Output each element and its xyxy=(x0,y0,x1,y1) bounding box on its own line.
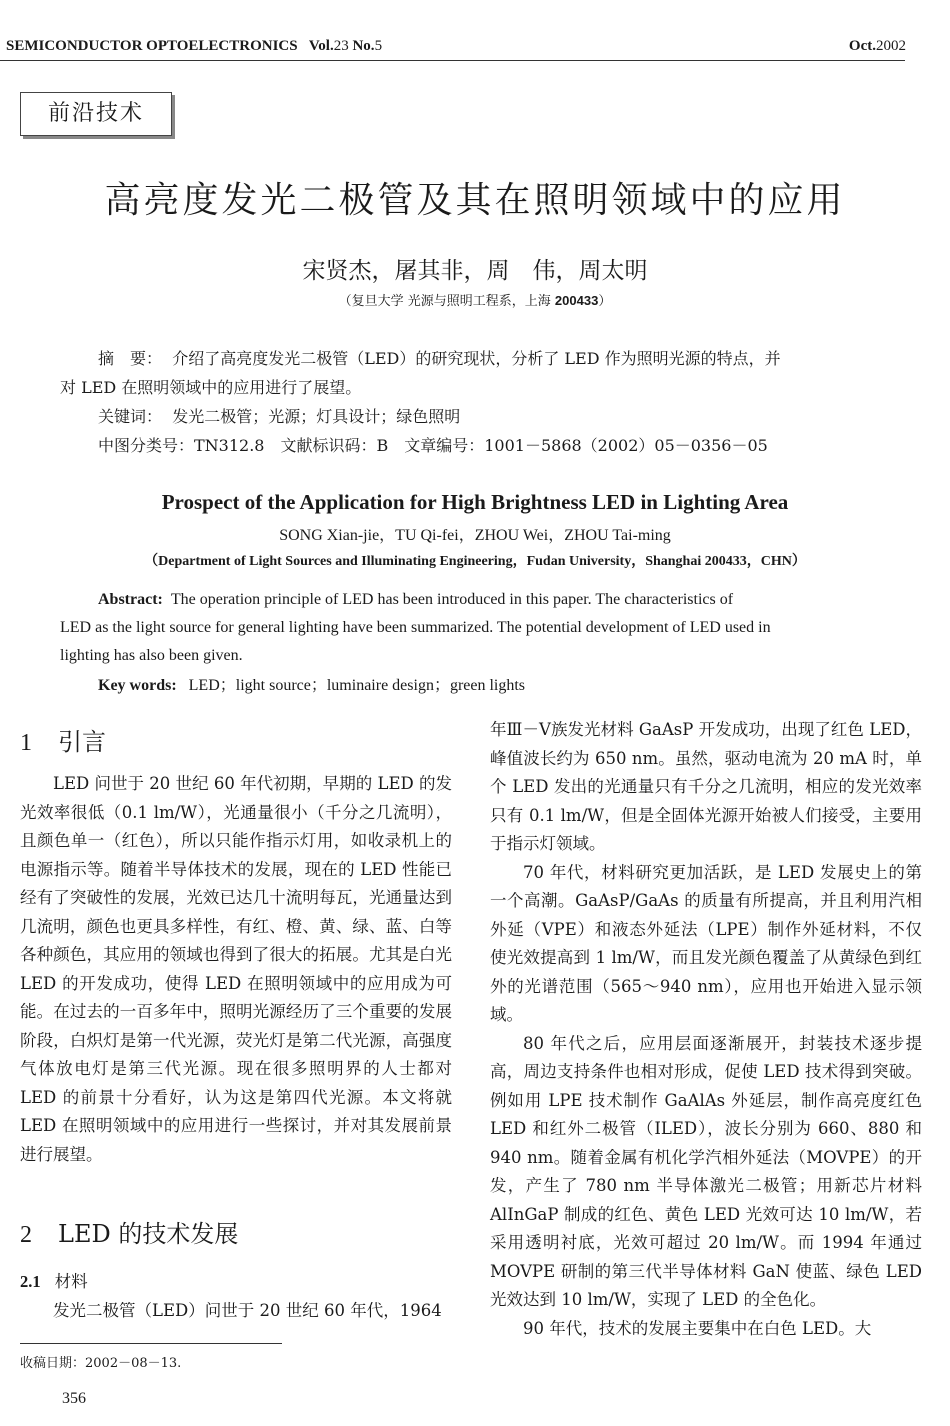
right-column-body xyxy=(490,716,922,1343)
affiliation-text: （复旦大学 光源与照明工程系，上海 xyxy=(338,294,555,309)
page-number: 356 xyxy=(62,1390,86,1407)
running-header-right xyxy=(849,38,906,55)
issue-year: 2002 xyxy=(876,38,906,54)
section-1-paragraph: LED 问世于 20 世纪 60 年代初期，早期的 LED 的发光效率很低（0.1 lm/W），光通量很小（千分之几流明），且颜色单一（红色），所以只能作指示灯用，如收录机上的电源指示等。随着半导体技术的发展，现在的 LED 性能已经有了突破性的发展，光效已达几十流明每瓦，光通量达到几流明，颜色也更具多样性，有红、橙、黄、绿、蓝、白等各种颜色，其应用的领域也得到了很大的拓展。尤其是白光 LED 的开发成功，使得 LED 在照明领域中的应用成为可能。在过去的一百多年中，照明光源经历了三个重要的发展阶段，白炽灯是第一代光源，荧光灯是第二代光源，高强度气体放电灯是第三代光源。现在很多照明界的人士都对 LED 的前景十分看好，认为这是第四代光源。本文将就 LED 在照明领域中的应用进行一些探讨，并对其发展前景进行展望。 xyxy=(20,774,452,1164)
english-authors: SONG Xian-jie，TU Qi-fei，ZHOU Wei，ZHOU Tai-ming xyxy=(279,527,671,544)
section-1-body xyxy=(20,770,452,1169)
right-paragraph-3: 80 年代之后，应用层面逐渐展开，封装技术逐步提高，周边支持条件也相对形成，促使 LED 技术得到突破。例如用 LPE 技术制作 GaAlAs 外延层，制作高亮度红色 LED 和红外二极管（ILED），波长分别为 660、880 和 940 nm。随着金属有机化学汽相外延法（MOVPE）的开发，产生了 780 nm 半导体激光二极管；用新芯片材料 AlInGaP 制成的红色、黄色 LED 光效可达 10 lm/W，若采用透明衬底，光效可超过 20 lm/W。而 1994 年通过 MOVPE 研制的第三代半导体材料 GaN 使蓝、绿色 LED 光效达到 10 lm/W，实现了 LED 的全色化。 xyxy=(490,1033,922,1309)
issue-number: 5 xyxy=(374,38,383,54)
right-paragraph-4: 90 年代，技术的发展主要集中在白色 LED。大 xyxy=(523,1318,872,1338)
abstract-en-line1: The operation principle of LED has been introduced in this paper. The characteristics of xyxy=(170,591,734,608)
classification-line: 中图分类号：TN312.8 文献标识码：B 文章编号：1001－5868（2002）05－0356－05 xyxy=(98,436,768,455)
issue-label: No. xyxy=(352,38,375,54)
section-1-number: 1 xyxy=(20,730,32,756)
header-divider xyxy=(0,60,905,61)
abstract-en-line3: lighting has also been given. xyxy=(60,647,243,664)
affiliation-close: ） xyxy=(598,294,612,309)
section-2-title: LED 的技术发展 xyxy=(58,1220,239,1248)
english-affiliation: （Department of Light Sources and Illuminating Engineering，Fudan University，Shanghai 200433，CHN） xyxy=(144,554,806,569)
volume-number: 23 xyxy=(333,38,349,54)
received-date-footnote: 收稿日期：2002－08－13. xyxy=(20,1356,182,1371)
volume-label: Vol. xyxy=(308,38,334,54)
subsection-2-1-heading xyxy=(20,1268,88,1292)
subsection-2-1-body xyxy=(20,1297,452,1326)
author-affiliation xyxy=(0,290,950,309)
abstract-cn xyxy=(60,344,890,460)
abstract-cn-line2: 对 LED 在照明领域中的应用进行了展望。 xyxy=(60,378,362,397)
abstract-en xyxy=(60,586,886,700)
subsection-2-1-number: 2.1 xyxy=(20,1272,41,1291)
author-list: 宋贤杰，屠其非，周 伟，周太明 xyxy=(302,258,648,284)
section-1-heading xyxy=(20,722,106,757)
section-2-number: 2 xyxy=(20,1222,32,1248)
keywords-cn-label: 关键词： xyxy=(98,407,163,426)
footnote-divider xyxy=(20,1343,282,1344)
keywords-en-text: LED；light source；luminaire design；green lights xyxy=(188,677,526,694)
english-title: Prospect of the Application for High Brightness LED in Lighting Area xyxy=(161,490,789,514)
paper-title: 高亮度发光二极管及其在照明领域中的应用 xyxy=(104,180,846,221)
abstract-cn-line1: 介绍了高亮度发光二极管（LED）的研究现状，分析了 LED 作为照明光源的特点，并 xyxy=(172,349,781,368)
subsection-2-1-title: 材料 xyxy=(54,1272,88,1291)
subsection-2-1-paragraph: 发光二极管（LED）问世于 20 世纪 60 年代，1964 xyxy=(53,1301,442,1320)
abstract-en-label: Abstract: xyxy=(98,591,163,608)
issue-month: Oct. xyxy=(848,38,876,54)
right-paragraph-2: 70 年代，材料研究更加活跃，是 LED 发展史上的第一个高潮。GaAsP/GaAs 的质量有所提高，并且利用汽相外延（VPE）和液态外延法（LPE）制作外延材料，不仅使光效提高到 1 lm/W，而且发光颜色覆盖了从黄绿色到红外的光谱范围（565～940 nm），应用也开始进入显示领域。 xyxy=(490,862,922,1024)
right-paragraph-1: 年Ⅲ－Ⅴ族发光材料 GaAsP 开发成功，出现了红色 LED，峰值波长约为 650 nm。虽然，驱动电流为 20 mA 时，单个 LED 发出的光通量只有千分之几流明，相应的发光效率只有 0.1 lm/W，但是全固体光源开始被人们接受，主要用于指示灯领域。 xyxy=(490,720,922,853)
keywords-en-label: Key words: xyxy=(98,677,177,694)
abstract-cn-label: 摘 要： xyxy=(98,349,163,368)
section-2-heading xyxy=(20,1214,238,1249)
section-1-title: 引言 xyxy=(58,728,106,756)
abstract-en-line2: LED as the light source for general lighting have been summarized. The potential development of LED used in xyxy=(60,619,771,636)
keywords-cn-text: 发光二极管；光源；灯具设计；绿色照明 xyxy=(172,407,461,426)
affiliation-postcode: 200433 xyxy=(554,293,599,308)
journal-name: SEMICONDUCTOR OPTOELECTRONICS xyxy=(6,38,298,54)
column-label-box: 前沿技术 xyxy=(20,92,172,136)
running-header-left xyxy=(6,38,382,55)
